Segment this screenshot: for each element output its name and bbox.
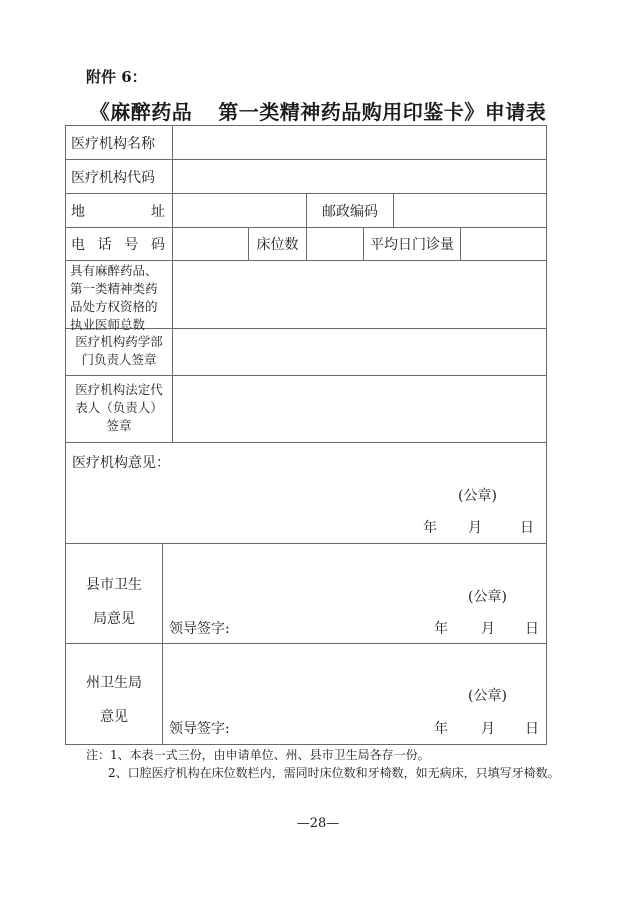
address-field[interactable] xyxy=(173,194,305,227)
postal-code-label: 邮政编码 xyxy=(322,203,378,220)
page-title xyxy=(0,96,636,125)
label-line: 医疗机构法定代 xyxy=(75,382,163,397)
label-line: 执业医师总数 xyxy=(70,317,146,332)
attachment-label: 附件 6： xyxy=(86,68,147,86)
label-line: 局意见 xyxy=(93,611,135,627)
address-label-char: 地 xyxy=(71,203,85,220)
label-line: 具有麻醉药品、 xyxy=(70,263,158,278)
institution-code-field[interactable] xyxy=(173,160,545,193)
month-label: 月 xyxy=(481,721,495,737)
daily-outpatient-label: 平均日门诊量 xyxy=(370,237,454,253)
label-line: 门负责人签章 xyxy=(81,352,157,367)
pharmacy-head-signature-label xyxy=(66,333,172,369)
day-label: 日 xyxy=(525,721,539,737)
leader-signature-label: 领导签字: xyxy=(169,721,230,737)
physicians-count-field[interactable] xyxy=(173,261,545,328)
official-seal-label: (公章) xyxy=(468,589,507,605)
label-line: 签章 xyxy=(106,418,132,433)
official-seal-label: (公章) xyxy=(458,488,497,504)
phone-label xyxy=(71,228,165,260)
table-border-bottom xyxy=(65,744,547,745)
table-border-left xyxy=(65,125,66,745)
legal-rep-signature-label xyxy=(66,381,172,435)
institution-opinion-box[interactable] xyxy=(66,443,546,543)
daily-outpatient-field[interactable] xyxy=(461,228,545,260)
prefecture-bureau-opinion-box[interactable] xyxy=(163,644,546,744)
phone-field[interactable] xyxy=(173,228,247,260)
leader-signature-label: 领导签字: xyxy=(169,621,230,637)
day-label: 日 xyxy=(525,621,539,637)
label-line: 州卫生局 xyxy=(86,675,142,691)
note-line-2: 2、口腔医疗机构在床位数栏内，需同时床位数和牙椅数，如无病床，只填写牙椅数。 xyxy=(108,766,560,780)
beds-field[interactable] xyxy=(307,228,363,260)
address-label xyxy=(71,194,165,227)
phone-label-char: 码 xyxy=(150,237,165,253)
legal-rep-signature-field[interactable] xyxy=(173,376,545,442)
title-part-1: 《麻醉药品 xyxy=(89,100,193,124)
beds-label: 床位数 xyxy=(256,237,299,253)
pharmacy-head-signature-field[interactable] xyxy=(173,329,545,375)
institution-name-label: 医疗机构名称 xyxy=(71,135,155,152)
county-bureau-opinion-box[interactable] xyxy=(163,544,546,643)
physicians-count-label xyxy=(70,262,172,334)
label-line: 县市卫生 xyxy=(86,577,142,593)
table-border-right xyxy=(546,125,547,745)
label-line: 表人（负责人） xyxy=(75,400,163,415)
phone-label-char: 号 xyxy=(124,237,139,253)
title-part-2: 第一类精神药品购用印鉴卡》申请表 xyxy=(218,100,547,124)
phone-label-char: 电 xyxy=(71,237,85,253)
month-label: 月 xyxy=(481,621,495,637)
label-line: 品处方权资格的 xyxy=(70,299,158,314)
institution-code-label: 医疗机构代码 xyxy=(71,169,155,186)
year-label: 年 xyxy=(434,721,448,737)
day-label: 日 xyxy=(520,520,534,536)
note-line-1: 注：1、本表一式三份，由申请单位、州、县市卫生局各存一份。 xyxy=(86,748,430,762)
official-seal-label: (公章) xyxy=(468,688,507,704)
page-number: —28— xyxy=(296,816,340,831)
label-line: 第一类精神类药 xyxy=(70,281,158,296)
phone-label-char: 话 xyxy=(97,237,112,253)
county-bureau-opinion-label xyxy=(66,568,162,636)
address-label-char: 址 xyxy=(151,203,165,220)
prefecture-bureau-opinion-label xyxy=(66,666,162,734)
postal-code-field[interactable] xyxy=(394,194,545,227)
year-label: 年 xyxy=(423,520,437,536)
label-line: 意见 xyxy=(100,709,128,725)
month-label: 月 xyxy=(468,520,482,536)
year-label: 年 xyxy=(434,621,448,637)
institution-name-field[interactable] xyxy=(173,126,545,159)
label-line: 医疗机构药学部 xyxy=(75,334,163,349)
institution-opinion-label: 医疗机构意见： xyxy=(72,455,170,471)
